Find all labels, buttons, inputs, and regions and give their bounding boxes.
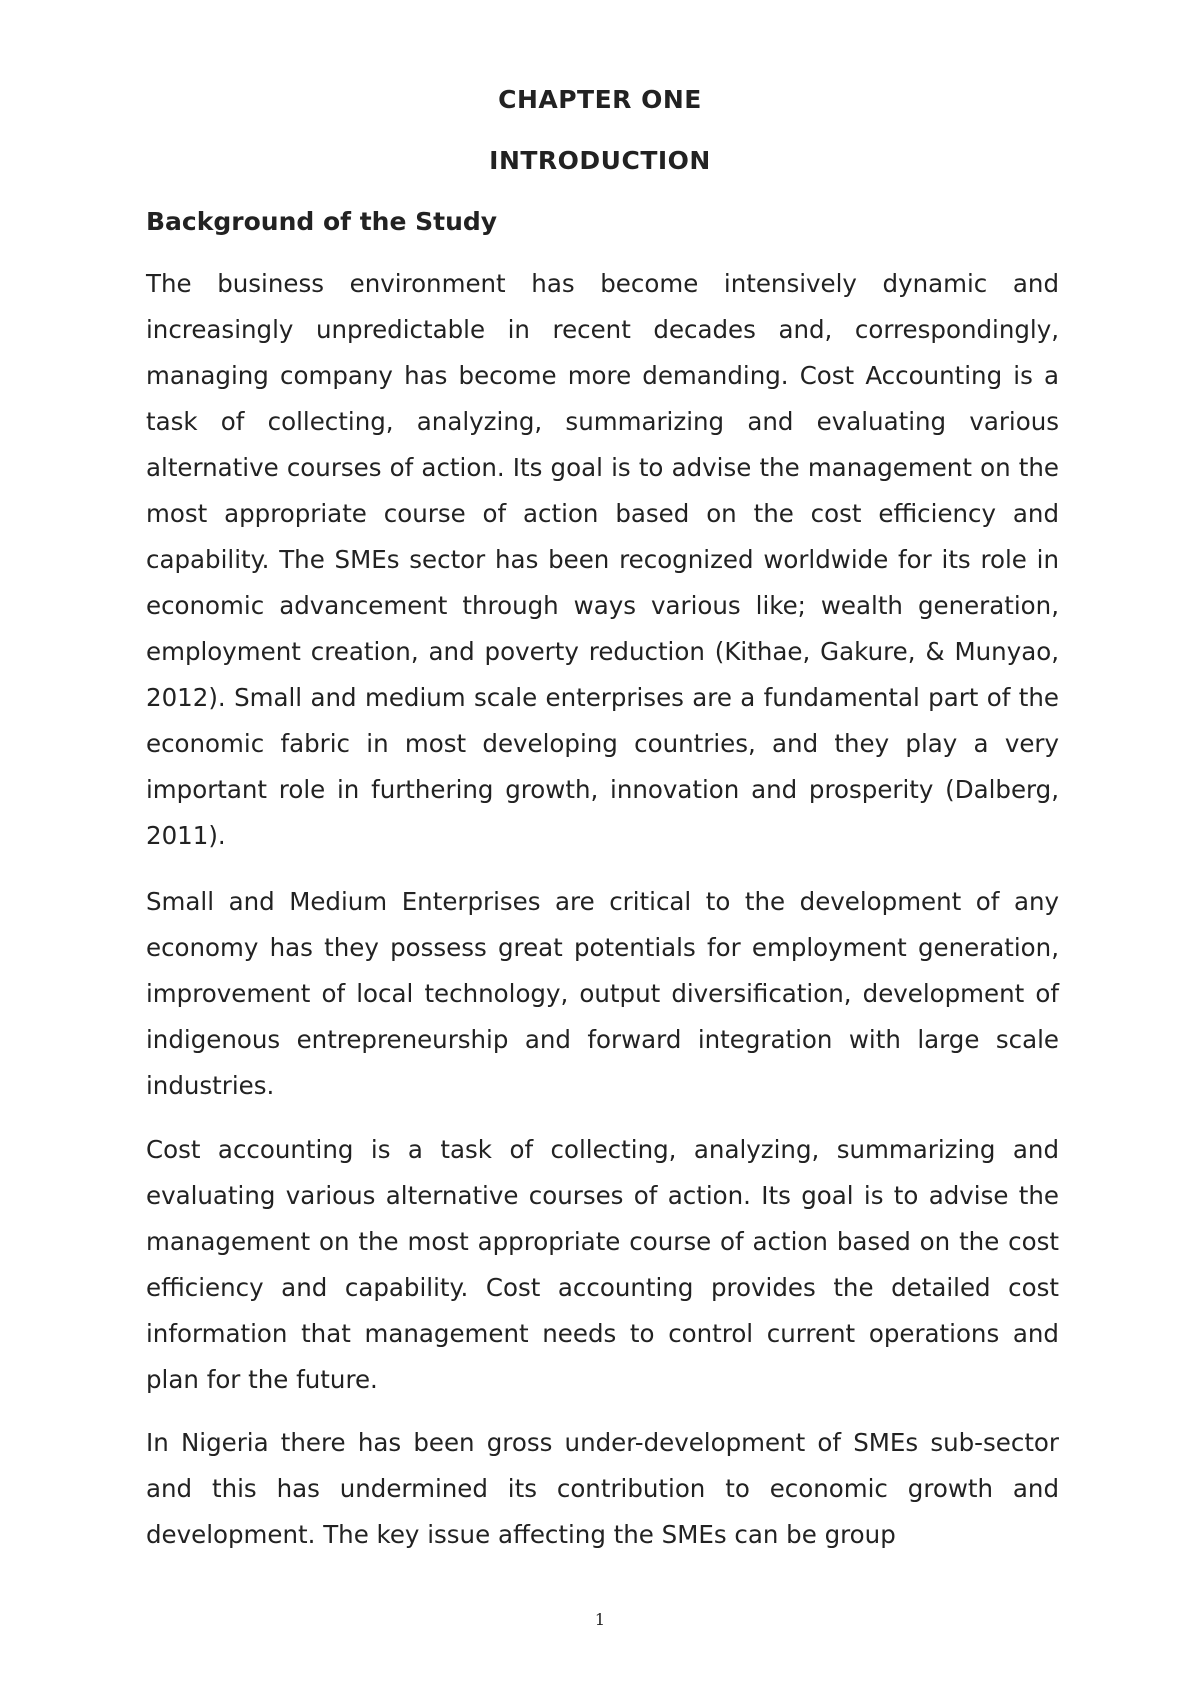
paragraph-cost-accounting: Cost accounting is a task of collecting, analyzing, summarizing and evaluating various alternative courses of action. Its goal is to advise the management on the most appropriate course of action based on the cost efficiency and capability. Cost accounting provides the detailed cost information that management needs to control current operations and plan for the future. [146,1135,1059,1394]
paragraph-background: The business environment has become intensively dynamic and increasingly unpredictable in recent decades and, correspondingly, managing company has become more demanding. Cost Accounting is a task of collecting, analyzing, summarizing and evaluating various alternative courses of action. Its goal is to advise the management on the most appropriate course of action based on the cost efficiency and capability. The SMEs sector has been recognized worldwide for its role in economic advancement through ways various like; wealth generation, employment creation, and poverty reduction (Kithae, Gakure, & Munyao, 2012). Small and medium scale enterprises are a fundamental part of the economic fabric in most developing countries, and they play a very important role in furthering growth, innovation and prosperity (Dalberg, 2011). [146,269,1059,850]
paragraph-sme-importance: Small and Medium Enterprises are critical to the development of any economy has they possess great potentials for employment generation, improvement of local technology, output diversification, development of indigenous entrepreneurship and forward integration with large scale industries. [146,887,1059,1100]
subsection-heading: Background of the Study [146,207,498,236]
chapter-title: CHAPTER ONE [498,85,702,114]
paragraph-nigeria-smes: In Nigeria there has been gross under-development of SMEs sub-sector and this has undermined its contribution to economic growth and development. The key issue affecting the SMEs can be group [146,1428,1059,1549]
page-number: 1 [594,1610,606,1629]
section-title: INTRODUCTION [489,146,711,175]
